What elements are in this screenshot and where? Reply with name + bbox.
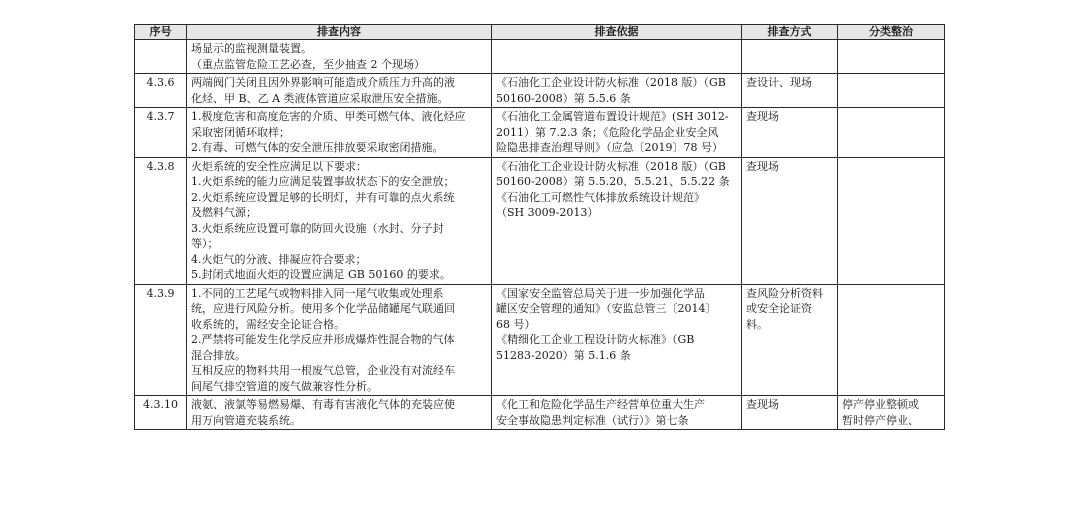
content-line: 1.极度危害和高度危害的介质、甲类可燃气体、液化烃应 — [191, 110, 466, 123]
row-rectify — [838, 157, 945, 284]
basis-line: 《石油化工企业设计防火标准（2018 版）（GB — [496, 159, 726, 173]
header-basis: 排查依据 — [492, 25, 742, 40]
row-rectify — [838, 40, 945, 74]
basis-line: 《石油化工金属管道布置设计规范》(SH 3012- — [496, 110, 729, 123]
row-number: 4.3.9 — [135, 284, 187, 396]
basis-line: 《精细化工企业工程设计防火标准》（GB — [496, 333, 695, 346]
content-line: 等）； — [191, 237, 219, 250]
content-line: 互相反应的物料共用一根废气总管，企业没有对流经车 — [191, 364, 455, 377]
row-rectify — [838, 108, 945, 158]
content-line: 3.火炬系统应设置可靠的防回火设施（水封、分子封 — [191, 221, 444, 235]
row-content — [187, 40, 492, 74]
content-line: 火炬系统的安全性应满足以下要求： — [191, 159, 367, 173]
basis-line: 51283-2020）第 5.1.6 条 — [496, 348, 631, 362]
basis-line: 《国家安全监管总局关于进一步加强化学品 — [496, 286, 705, 300]
basis-line: 罐区安全管理的通知》（安监总管三〔2014〕 — [496, 302, 717, 315]
row-method — [742, 40, 838, 74]
rectify-line: 停产停业整顿或 — [842, 398, 919, 411]
content-line: 及燃料气源； — [191, 206, 257, 219]
row-method: 查现场 — [742, 396, 838, 430]
header-method: 排查方式 — [742, 25, 838, 40]
content-line: 混合排放。 — [191, 348, 246, 362]
row-rectify — [838, 396, 945, 430]
rectify-line: 暂时停产停业、 — [842, 413, 919, 427]
row-method: 查现场 — [742, 157, 838, 284]
row-number: 4.3.8 — [135, 157, 187, 284]
row-method: 查风险分析资料或安全论证资料。 — [742, 284, 838, 396]
table-row — [135, 108, 945, 158]
basis-line: 50160-2008）第 5.5.20、5.5.21、5.5.22 条 — [496, 175, 730, 188]
content-line: 收系统的，需经安全论证合格。 — [191, 317, 345, 331]
row-basis — [492, 284, 742, 396]
content-line: （重点监管危险工艺必查，至少抽查 2 个现场） — [191, 57, 425, 71]
basis-line: 《化工和危险化学品生产经营单位重大生产 — [496, 398, 705, 411]
content-line: 采取密闭循环取样； — [191, 125, 290, 139]
content-line: 间尾气排空管道的废气做兼容性分析。 — [191, 379, 378, 393]
inspection-table — [134, 24, 945, 430]
row-basis — [492, 40, 742, 74]
row-number: 4.3.6 — [135, 74, 187, 108]
content-line: 2.有毒、可燃气体的安全泄压排放要采取密闭措施。 — [191, 141, 444, 154]
basis-line: 《石油化工可燃性气体排放系统设计规范》 — [496, 190, 705, 204]
basis-line: 50160-2008）第 5.5.6 条 — [496, 91, 631, 105]
basis-line: 2011）第 7.2.3 条；《危险化学品企业安全风 — [496, 125, 719, 139]
row-number: 4.3.7 — [135, 108, 187, 158]
content-line: 2.火炬系统应设置足够的长明灯，并有可靠的点火系统 — [191, 190, 455, 204]
content-line: 5.封闭式地面火炬的设置应满足 GB 50160 的要求。 — [191, 268, 451, 281]
content-line: 化烃、甲 B、乙 A 类液体管道应采取泄压安全措施。 — [191, 91, 449, 105]
row-content — [187, 396, 492, 430]
basis-line: 险隐患排查治理导则》（应急〔2019〕78 号） — [496, 141, 723, 154]
header-no: 序号 — [135, 25, 187, 40]
header-rectify: 分类整治 — [838, 25, 945, 40]
table-row — [135, 40, 945, 74]
row-method: 查现场 — [742, 108, 838, 158]
table-header-row — [135, 25, 945, 40]
row-content — [187, 74, 492, 108]
row-number: 4.3.10 — [135, 396, 187, 430]
content-line: 用万向管道充装系统。 — [191, 413, 301, 427]
basis-line: （SH 3009-2013） — [496, 206, 599, 219]
table-row — [135, 396, 945, 430]
table-row — [135, 157, 945, 284]
row-method: 查设计、现场 — [742, 74, 838, 108]
content-line: 1.不同的工艺尾气或物料排入同一尾气收集或处理系 — [191, 286, 444, 300]
basis-line: 68 号） — [496, 317, 536, 331]
row-content — [187, 284, 492, 396]
content-line: 4.火炬气的分液、排凝应符合要求； — [191, 252, 367, 266]
basis-line: 安全事故隐患判定标准（试行）》第七条 — [496, 413, 689, 427]
basis-line: 《石油化工企业设计防火标准（2018 版）（GB — [496, 76, 726, 89]
content-line: 统，应进行风险分析。使用多个化学品储罐尾气联通回 — [191, 302, 455, 315]
content-line: 场显示的监视测量装置。 — [191, 42, 312, 55]
row-basis — [492, 74, 742, 108]
row-content — [187, 108, 492, 158]
row-basis — [492, 157, 742, 284]
content-line: 2.严禁将可能发生化学反应并形成爆炸性混合物的气体 — [191, 333, 455, 346]
row-basis — [492, 108, 742, 158]
content-line: 两端阀门关闭且因外界影响可能造成介质压力升高的液 — [191, 76, 455, 89]
row-basis — [492, 396, 742, 430]
header-content: 排查内容 — [187, 25, 492, 40]
table-row — [135, 284, 945, 396]
content-line: 1.火炬系统的能力应满足装置事故状态下的安全泄放； — [191, 175, 455, 188]
table-row — [135, 74, 945, 108]
row-rectify — [838, 284, 945, 396]
content-line: 液氨、液氯等易燃易爆、有毒有害液化气体的充装应使 — [191, 398, 455, 411]
row-rectify — [838, 74, 945, 108]
row-content — [187, 157, 492, 284]
row-number — [135, 40, 187, 74]
